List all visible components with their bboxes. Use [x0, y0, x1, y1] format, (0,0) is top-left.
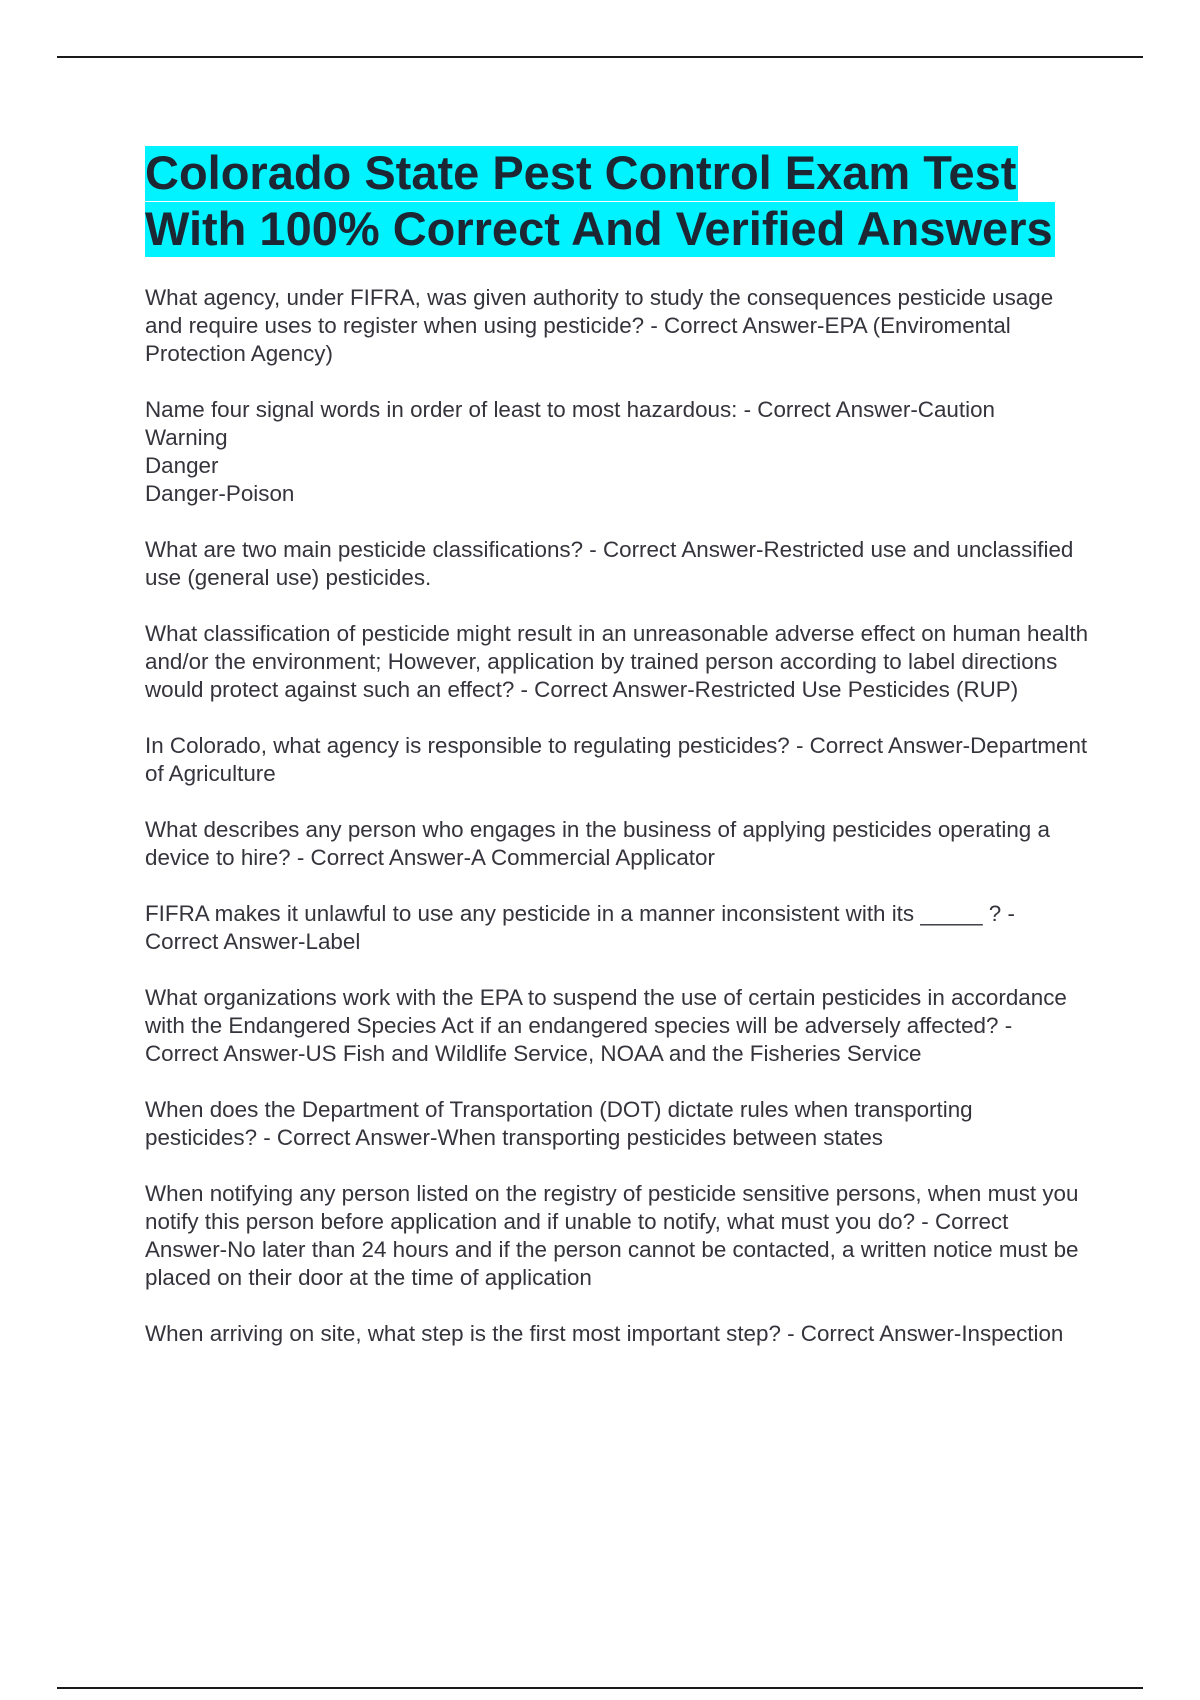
top-rule: [57, 56, 1143, 58]
title-line-1-text: Colorado State Pest Control Exam Test: [145, 146, 1017, 199]
qa-item: When does the Department of Transportation (DOT) dictate rules when transporting pesticides? - Correct Answer-When transporting pesticides between states: [145, 1097, 973, 1150]
qa-item: When arriving on site, what step is the first most important step? - Correct Answer-Inspection: [145, 1321, 1064, 1346]
title-line-2: [145, 201, 1090, 257]
qa-item: What describes any person who engages in the business of applying pesticides operating a device to hire? - Correct Answer-A Commercial Applicator: [145, 817, 1050, 870]
qa-item: What classification of pesticide might result in an unreasonable adverse effect on human health and/or the environment; However, application by trained person according to label directions would protect against such an effect? - Correct Answer-Restricted Use Pesticides (RUP): [145, 621, 1089, 702]
qa-item: Name four signal words in order of least to most hazardous: - Correct Answer-Caution Warning Danger Danger-Poison: [145, 397, 995, 506]
qa-list: [145, 284, 1090, 1376]
qa-item: What organizations work with the EPA to suspend the use of certain pesticides in accordance with the Endangered Species Act if an endangered species will be adversely affected? - Correct Answer-US Fish and Wildlife Service, NOAA and the Fisheries Service: [145, 985, 1067, 1066]
qa-item: What are two main pesticide classifications? - Correct Answer-Restricted use and unclassified use (general use) pesticides.: [145, 537, 1074, 590]
document-title: [145, 145, 1090, 257]
qa-item: What agency, under FIFRA, was given authority to study the consequences pesticide usage and require uses to register when using pesticide? - Correct Answer-EPA (Enviromental Protection Agency): [145, 285, 1054, 366]
title-line-2-text: With 100% Correct And Verified Answers: [145, 202, 1053, 255]
qa-item: When notifying any person listed on the registry of pesticide sensitive persons, when must you notify this person before application and if unable to notify, what must you do? - Correct Answer-No later than 24 hours and if the person cannot be contacted, a written notice must be placed on their door at the time of application: [145, 1181, 1079, 1290]
qa-item: In Colorado, what agency is responsible to regulating pesticides? - Correct Answer-Department of Agriculture: [145, 733, 1088, 786]
title-line-1: [145, 145, 1090, 201]
qa-item: FIFRA makes it unlawful to use any pesticide in a manner inconsistent with its _____ ? - Correct Answer-Label: [145, 901, 1015, 954]
bottom-rule: [57, 1687, 1143, 1689]
